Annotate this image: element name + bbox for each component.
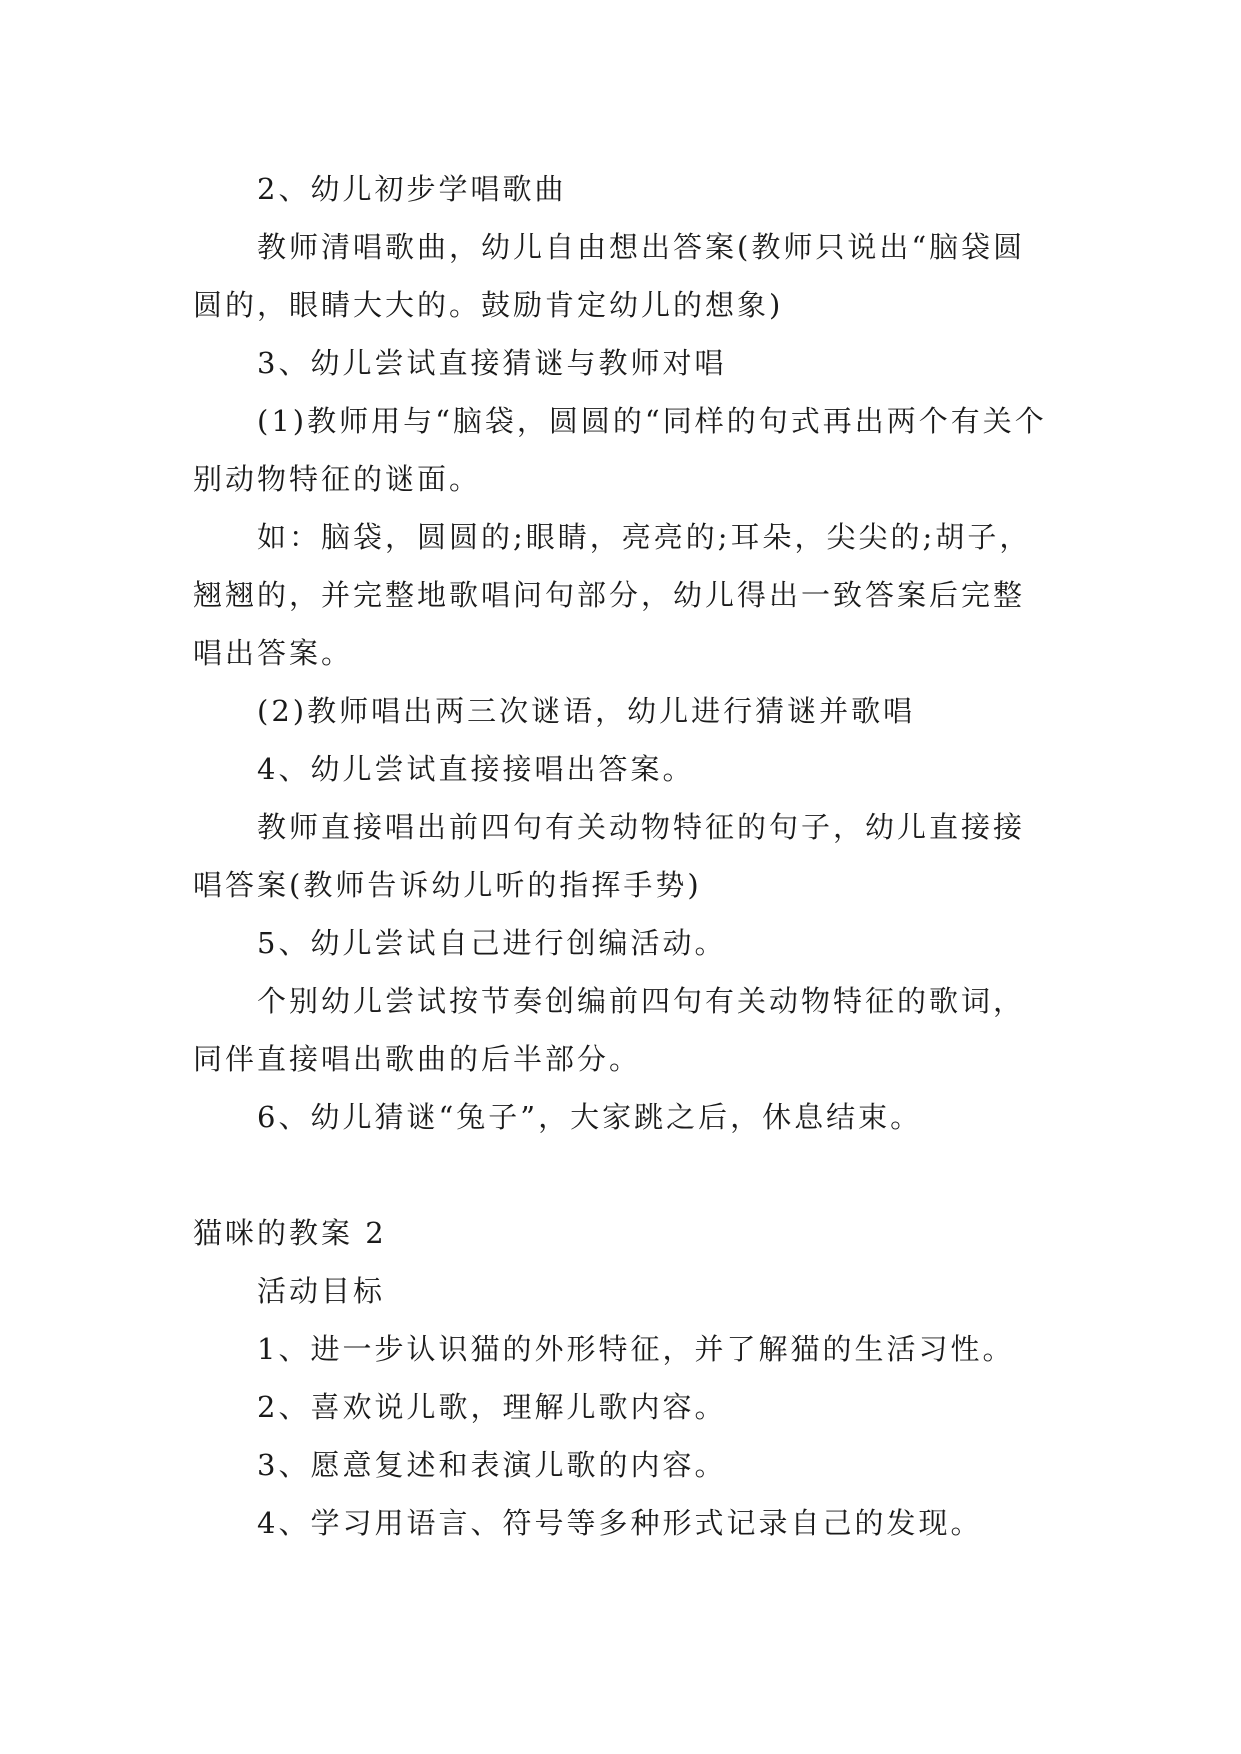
goal-item: 1、进一步认识猫的外形特征，并了解猫的生活习性。	[257, 1332, 1015, 1366]
section-title: 猫咪的教案 2	[193, 1216, 387, 1250]
paragraph: 5、幼儿尝试自己进行创编活动。	[257, 926, 727, 960]
paragraph: 3、幼儿尝试直接猜谜与教师对唱	[257, 346, 727, 380]
paragraph: 4、幼儿尝试直接接唱出答案。	[257, 752, 695, 786]
goal-item: 3、愿意复述和表演儿歌的内容。	[257, 1448, 727, 1482]
paragraph: 2、幼儿初步学唱歌曲	[257, 172, 567, 206]
paragraph: 个别幼儿尝试按节奏创编前四句有关动物特征的歌词，同伴直接唱出歌曲的后半部分。	[193, 984, 1026, 1076]
paragraph: 教师直接唱出前四句有关动物特征的句子，幼儿直接接唱答案(教师告诉幼儿听的指挥手势)	[193, 810, 1026, 902]
paragraph: (1)教师用与“脑袋，圆圆的“同样的句式再出两个有关个别动物特征的谜面。	[193, 404, 1047, 496]
document-body	[193, 160, 1053, 1552]
goal-item: 4、学习用语言、符号等多种形式记录自己的发现。	[257, 1506, 983, 1540]
paragraph: 6、幼儿猜谜“兔子”，大家跳之后，休息结束。	[257, 1100, 923, 1134]
paragraph: (2)教师唱出两三次谜语，幼儿进行猜谜并歌唱	[257, 694, 916, 728]
goal-item: 2、喜欢说儿歌，理解儿歌内容。	[257, 1390, 727, 1424]
paragraph: 如：脑袋，圆圆的;眼睛，亮亮的;耳朵，尖尖的;胡子，翘翘的，并完整地歌唱问句部分，幼儿得出一致答案后完整唱出答案。	[193, 520, 1032, 670]
section-subtitle: 活动目标	[257, 1274, 386, 1308]
section-spacer	[193, 1146, 1053, 1204]
paragraph: 教师清唱歌曲，幼儿自由想出答案(教师只说出“脑袋圆圆的，眼睛大大的。鼓励肯定幼儿的想象)	[193, 230, 1026, 322]
